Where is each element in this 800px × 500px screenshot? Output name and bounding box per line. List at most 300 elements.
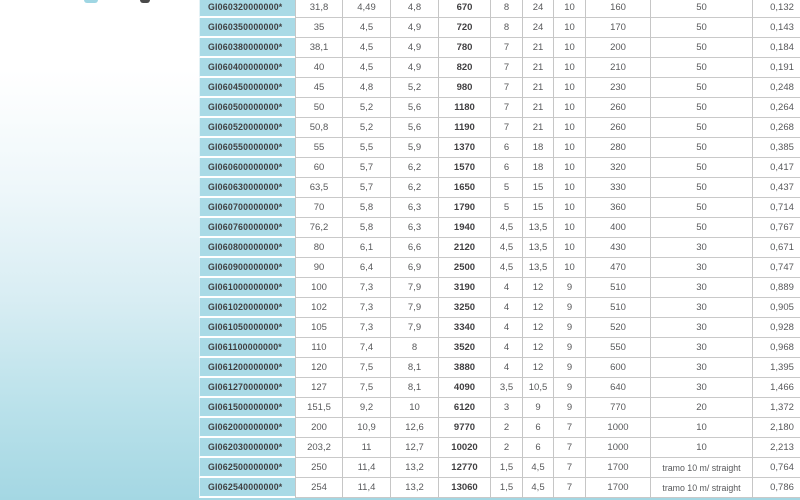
value-cell: 160 [585,0,650,18]
value-cell: 21 [522,98,553,118]
value-cell: 45 [295,78,342,98]
value-cell: 105 [295,318,342,338]
value-cell: 1000 [585,418,650,438]
value-cell: 0,786 [752,478,800,498]
value-cell: 21 [522,118,553,138]
value-cell: 4 [490,298,522,318]
value-cell: 0,764 [752,458,800,478]
table-row [199,218,800,238]
value-cell: 520 [585,318,650,338]
value-cell: 2,180 [752,418,800,438]
table-row [199,418,800,438]
value-cell: 12 [522,318,553,338]
table-row [199,438,800,458]
product-code-cell: GI061270000000* [199,378,295,398]
value-cell: 10 [553,218,585,238]
value-cell: 0,184 [752,38,800,58]
value-cell: 9 [553,338,585,358]
value-cell: 4 [490,318,522,338]
value-cell: 4,5 [342,18,390,38]
value-cell: 7 [553,438,585,458]
value-cell: 13,5 [522,258,553,278]
value-cell: 9,2 [342,398,390,418]
value-cell: 50 [650,118,752,138]
value-cell: 50 [650,38,752,58]
value-cell: 510 [585,278,650,298]
value-cell: 4 [490,278,522,298]
value-cell: 770 [585,398,650,418]
value-cell: 1940 [438,218,490,238]
value-cell: 5,8 [342,198,390,218]
value-cell: 30 [650,358,752,378]
value-cell: 24 [522,0,553,18]
product-code-cell: GI061100000000* [199,338,295,358]
value-cell: 127 [295,378,342,398]
value-cell: 10 [553,0,585,18]
table-row [199,58,800,78]
value-cell: 13,5 [522,218,553,238]
value-cell: 10 [553,18,585,38]
value-cell: 9 [553,358,585,378]
value-cell: 10 [553,258,585,278]
value-cell: 11 [342,438,390,458]
value-cell: 120 [295,358,342,378]
value-cell: 11,4 [342,478,390,498]
value-cell: 20 [650,398,752,418]
product-code-cell: GI061500000000* [199,398,295,418]
value-cell: 6,2 [390,158,438,178]
product-code-cell: GI060800000000* [199,238,295,258]
table-row [199,258,800,278]
value-cell: 10 [553,238,585,258]
value-cell: 6,3 [390,198,438,218]
value-cell: 6 [522,418,553,438]
table-row [199,0,800,18]
value-cell: 4,9 [390,18,438,38]
value-cell: 50 [650,218,752,238]
value-cell: 8,1 [390,378,438,398]
value-cell: 640 [585,378,650,398]
value-cell: 21 [522,38,553,58]
value-cell: 1700 [585,458,650,478]
value-cell: 6,6 [390,238,438,258]
value-cell: 10 [553,58,585,78]
value-cell: 3880 [438,358,490,378]
table-row [199,398,800,418]
product-code-cell: GI060700000000* [199,198,295,218]
value-cell: 10 [553,198,585,218]
value-cell: 8,1 [390,358,438,378]
value-cell: 4,8 [390,0,438,18]
value-cell: 2120 [438,238,490,258]
product-code-cell: GI060520000000* [199,118,295,138]
value-cell: 510 [585,298,650,318]
value-cell: 76,2 [295,218,342,238]
value-cell: 260 [585,98,650,118]
value-cell: 200 [585,38,650,58]
product-code-cell: GI060760000000* [199,218,295,238]
cropped-logo-fragment [84,0,98,3]
value-cell: 400 [585,218,650,238]
value-cell: 1180 [438,98,490,118]
value-cell: 12770 [438,458,490,478]
value-cell: 0,268 [752,118,800,138]
product-code-cell: GI060450000000* [199,78,295,98]
value-cell: 2500 [438,258,490,278]
value-cell: 250 [295,458,342,478]
product-code-cell: GI061000000000* [199,278,295,298]
value-cell: 7,3 [342,298,390,318]
value-cell: 7,4 [342,338,390,358]
product-code-cell: GI060500000000* [199,98,295,118]
value-cell: 31,8 [295,0,342,18]
value-cell: 7 [490,78,522,98]
product-code-cell: GI062030000000* [199,438,295,458]
product-code-cell: GI060900000000* [199,258,295,278]
value-cell: 2 [490,438,522,458]
value-cell: 0,437 [752,178,800,198]
value-cell: 13,2 [390,458,438,478]
value-cell: 4 [490,358,522,378]
value-cell: 360 [585,198,650,218]
table-row [199,278,800,298]
value-cell: 0,264 [752,98,800,118]
value-cell: 9770 [438,418,490,438]
table-row [199,378,800,398]
value-cell: 6,9 [390,258,438,278]
value-cell: 9 [553,298,585,318]
value-cell: 18 [522,138,553,158]
value-cell: 0,143 [752,18,800,38]
value-cell: 9 [553,278,585,298]
value-cell: 50 [650,158,752,178]
product-code-cell: GI060320000000* [199,0,295,18]
table-row [199,178,800,198]
value-cell: 10 [553,178,585,198]
value-cell: 4,5 [522,458,553,478]
value-cell: 7 [553,418,585,438]
value-cell: 50 [650,98,752,118]
value-cell: 12 [522,298,553,318]
value-cell: 1370 [438,138,490,158]
product-code-cell: GI061020000000* [199,298,295,318]
table-row [199,18,800,38]
value-cell: 55 [295,138,342,158]
value-cell: 5,2 [390,78,438,98]
product-code-cell: GI062540000000* [199,478,295,498]
value-cell: 1000 [585,438,650,458]
value-cell: 980 [438,78,490,98]
value-cell: 6120 [438,398,490,418]
value-cell: 90 [295,258,342,278]
value-cell: 4 [490,338,522,358]
value-cell: 4,49 [342,0,390,18]
value-cell: 1650 [438,178,490,198]
value-cell: 50 [650,0,752,18]
table-row [199,318,800,338]
table-row [199,298,800,318]
value-cell: 4,5 [342,58,390,78]
value-cell: 0,132 [752,0,800,18]
table-row [199,198,800,218]
value-cell: 0,889 [752,278,800,298]
value-cell: 670 [438,0,490,18]
value-cell: 50 [650,58,752,78]
value-cell: 80 [295,238,342,258]
value-cell: 7,3 [342,278,390,298]
table-row [199,138,800,158]
value-cell: 30 [650,258,752,278]
value-cell: 9 [522,398,553,418]
value-cell: 7 [553,478,585,498]
value-cell: 9 [553,318,585,338]
table-row [199,38,800,58]
value-cell: 13,5 [522,238,553,258]
value-cell: 7 [490,118,522,138]
value-cell: 50,8 [295,118,342,138]
value-cell: 7,9 [390,298,438,318]
value-cell: 10 [650,438,752,458]
value-cell: 320 [585,158,650,178]
value-cell: 50 [295,98,342,118]
product-code-cell: GI061200000000* [199,358,295,378]
value-cell: 13,2 [390,478,438,498]
table-row [199,358,800,378]
value-cell: 0,671 [752,238,800,258]
value-cell: 203,2 [295,438,342,458]
product-code-cell: GI060600000000* [199,158,295,178]
value-cell: tramo 10 m/ straight [650,458,752,478]
product-code-cell: GI060380000000* [199,38,295,58]
value-cell: 60 [295,158,342,178]
value-cell: 550 [585,338,650,358]
value-cell: 4,5 [490,238,522,258]
value-cell: 10,5 [522,378,553,398]
value-cell: 10 [650,418,752,438]
value-cell: 30 [650,278,752,298]
product-code-cell: GI062500000000* [199,458,295,478]
value-cell: 470 [585,258,650,278]
value-cell: 230 [585,78,650,98]
value-cell: 3,5 [490,378,522,398]
value-cell: 24 [522,18,553,38]
value-cell: 7,5 [342,358,390,378]
value-cell: 3250 [438,298,490,318]
value-cell: 102 [295,298,342,318]
value-cell: 12,7 [390,438,438,458]
value-cell: 6,3 [390,218,438,238]
value-cell: 50 [650,78,752,98]
value-cell: 600 [585,358,650,378]
value-cell: 6,2 [390,178,438,198]
product-code-cell: GI060550000000* [199,138,295,158]
value-cell: 0,248 [752,78,800,98]
value-cell: 7 [490,98,522,118]
value-cell: 3340 [438,318,490,338]
value-cell: 210 [585,58,650,78]
value-cell: 4,9 [390,58,438,78]
value-cell: 100 [295,278,342,298]
value-cell: tramo 10 m/ straight [650,478,752,498]
value-cell: 2,213 [752,438,800,458]
value-cell: 35 [295,18,342,38]
table-row [199,478,800,498]
value-cell: 7 [490,58,522,78]
value-cell: 5,7 [342,158,390,178]
value-cell: 8 [490,18,522,38]
value-cell: 50 [650,18,752,38]
value-cell: 1570 [438,158,490,178]
value-cell: 30 [650,378,752,398]
product-table [199,0,800,498]
value-cell: 50 [650,178,752,198]
table-row [199,118,800,138]
table-row [199,78,800,98]
value-cell: 5,6 [390,118,438,138]
value-cell: 70 [295,198,342,218]
value-cell: 10 [553,118,585,138]
value-cell: 12 [522,358,553,378]
value-cell: 10020 [438,438,490,458]
value-cell: 4,5 [490,218,522,238]
value-cell: 9 [553,398,585,418]
value-cell: 0,767 [752,218,800,238]
value-cell: 10 [390,398,438,418]
value-cell: 430 [585,238,650,258]
value-cell: 720 [438,18,490,38]
value-cell: 820 [438,58,490,78]
value-cell: 30 [650,338,752,358]
value-cell: 10 [553,158,585,178]
value-cell: 5,8 [342,218,390,238]
value-cell: 0,905 [752,298,800,318]
value-cell: 1190 [438,118,490,138]
value-cell: 3190 [438,278,490,298]
value-cell: 3520 [438,338,490,358]
value-cell: 200 [295,418,342,438]
value-cell: 4,5 [342,38,390,58]
value-cell: 1,5 [490,478,522,498]
table-row [199,338,800,358]
value-cell: 1700 [585,478,650,498]
value-cell: 5,2 [342,98,390,118]
value-cell: 0,714 [752,198,800,218]
value-cell: 1,395 [752,358,800,378]
value-cell: 7,5 [342,378,390,398]
value-cell: 7 [490,38,522,58]
value-cell: 5,7 [342,178,390,198]
value-cell: 6 [490,138,522,158]
product-code-cell: GI060630000000* [199,178,295,198]
value-cell: 3 [490,398,522,418]
value-cell: 5,2 [342,118,390,138]
value-cell: 30 [650,298,752,318]
value-cell: 1,372 [752,398,800,418]
value-cell: 4090 [438,378,490,398]
value-cell: 330 [585,178,650,198]
product-code-cell: GI060400000000* [199,58,295,78]
value-cell: 0,968 [752,338,800,358]
value-cell: 9 [553,378,585,398]
value-cell: 7,3 [342,318,390,338]
value-cell: 38,1 [295,38,342,58]
value-cell: 8 [490,0,522,18]
value-cell: 0,385 [752,138,800,158]
value-cell: 0,747 [752,258,800,278]
value-cell: 12 [522,278,553,298]
value-cell: 780 [438,38,490,58]
value-cell: 5,9 [390,138,438,158]
value-cell: 30 [650,238,752,258]
value-cell: 0,928 [752,318,800,338]
value-cell: 5 [490,198,522,218]
value-cell: 4,8 [342,78,390,98]
value-cell: 50 [650,198,752,218]
value-cell: 21 [522,78,553,98]
value-cell: 7,9 [390,318,438,338]
value-cell: 11,4 [342,458,390,478]
value-cell: 12 [522,338,553,358]
value-cell: 10 [553,98,585,118]
value-cell: 30 [650,318,752,338]
value-cell: 12,6 [390,418,438,438]
table-row [199,458,800,478]
value-cell: 10 [553,138,585,158]
value-cell: 10,9 [342,418,390,438]
value-cell: 5,5 [342,138,390,158]
value-cell: 0,191 [752,58,800,78]
table-row [199,98,800,118]
value-cell: 40 [295,58,342,78]
value-cell: 2 [490,418,522,438]
value-cell: 5 [490,178,522,198]
value-cell: 7,9 [390,278,438,298]
value-cell: 280 [585,138,650,158]
value-cell: 15 [522,178,553,198]
value-cell: 1,5 [490,458,522,478]
value-cell: 13060 [438,478,490,498]
product-code-cell: GI061050000000* [199,318,295,338]
value-cell: 4,5 [490,258,522,278]
value-cell: 6 [522,438,553,458]
value-cell: 1,466 [752,378,800,398]
value-cell: 110 [295,338,342,358]
value-cell: 4,9 [390,38,438,58]
value-cell: 5,6 [390,98,438,118]
table-row [199,158,800,178]
value-cell: 6,1 [342,238,390,258]
value-cell: 151,5 [295,398,342,418]
value-cell: 6 [490,158,522,178]
value-cell: 170 [585,18,650,38]
value-cell: 7 [553,458,585,478]
value-cell: 50 [650,138,752,158]
product-code-cell: GI062000000000* [199,418,295,438]
value-cell: 21 [522,58,553,78]
value-cell: 10 [553,78,585,98]
value-cell: 0,417 [752,158,800,178]
value-cell: 4,5 [522,478,553,498]
value-cell: 15 [522,198,553,218]
value-cell: 254 [295,478,342,498]
value-cell: 6,4 [342,258,390,278]
value-cell: 63,5 [295,178,342,198]
product-code-cell: GI060350000000* [199,18,295,38]
value-cell: 10 [553,38,585,58]
cropped-text-fragment [140,0,150,3]
value-cell: 260 [585,118,650,138]
value-cell: 8 [390,338,438,358]
